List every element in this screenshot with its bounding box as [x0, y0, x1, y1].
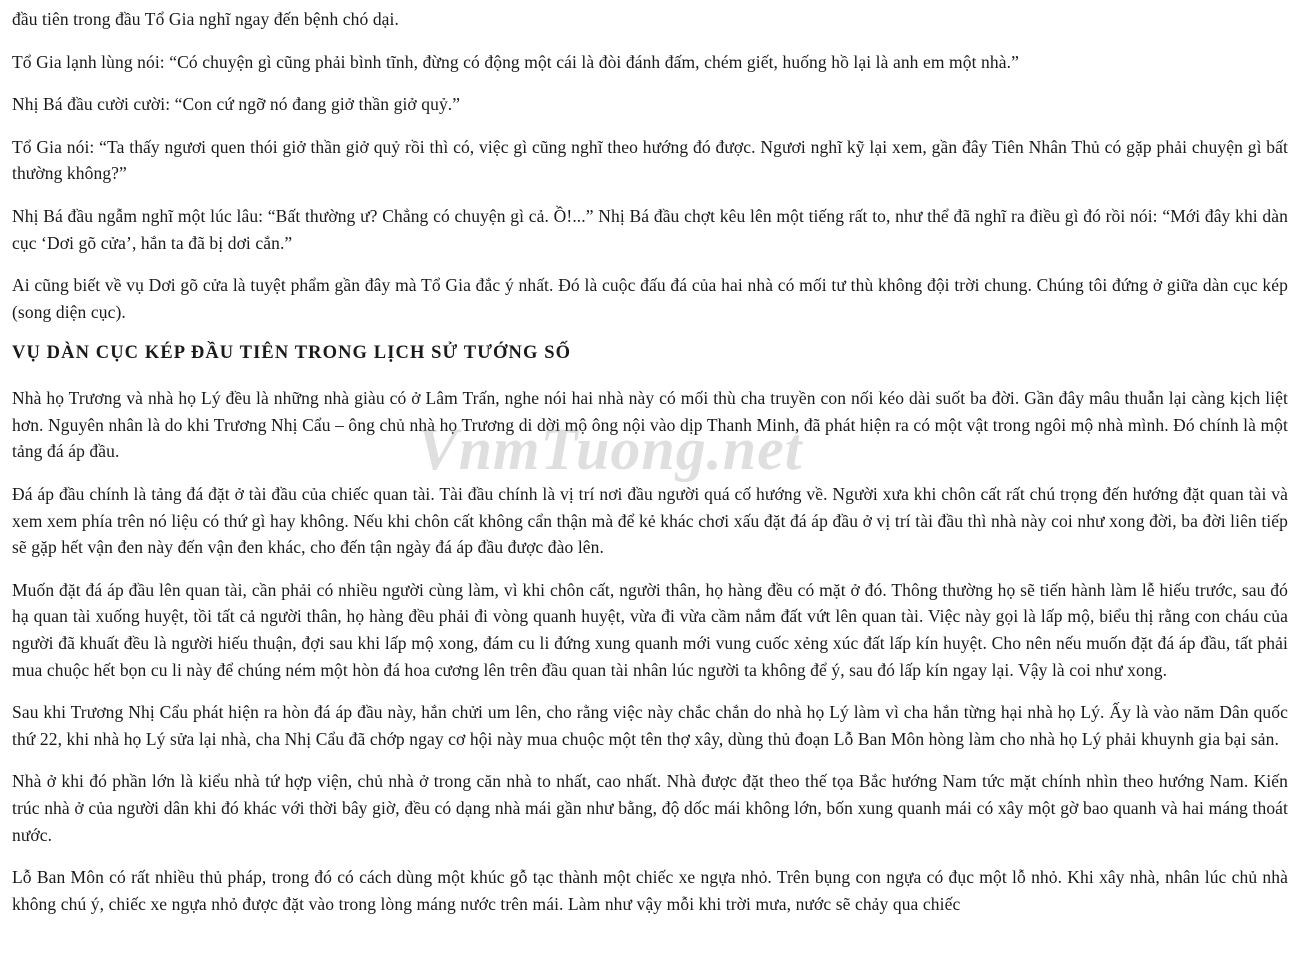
- paragraph: đầu tiên trong đầu Tổ Gia nghĩ ngay đến bệnh chó dại.: [12, 9, 399, 29]
- section-heading: VỤ DÀN CỤC KÉP ĐẦU TIÊN TRONG LỊCH SỬ TƯỚNG SỐ: [12, 343, 572, 364]
- paragraph: Nhà ở khi đó phần lớn là kiểu nhà tứ hợp viện, chủ nhà ở trong căn nhà to nhất, cao nhất. Nhà được đặt theo thế tọa Bắc hướng Nam tức mặt chính nhìn theo hướng Nam. Kiến trúc nhà ở của người dân khi đó khác với thời bây giờ, đều có dạng nhà mái gần như bằng, độ dốc mái không lớn, bốn xung quanh mái có xây một gờ bao quanh và hai máng thoát nước.: [12, 771, 1288, 845]
- paragraph: Đá áp đầu chính là tảng đá đặt ở tài đầu của chiếc quan tài. Tài đầu chính là vị trí nơi đầu người quá cố hướng về. Người xưa khi chôn cất rất chú trọng đến hướng đặt quan tài và xem xem phía trên nó liệu có thứ gì hay không. Nếu khi chôn cất không cẩn thận mà để kẻ khác chơi xấu đặt đá áp đầu ở vị trí tài đầu thì nhà này coi như xong đời, ba đời liên tiếp sẽ gặp hết vận đen này đến vận đen khác, cho đến tận ngày đá áp đầu được đào lên.: [12, 484, 1288, 558]
- paragraph: Nhị Bá đầu ngẫm nghĩ một lúc lâu: “Bất thường ư? Chẳng có chuyện gì cả. Ồ!...” Nhị Bá đầu chợt kêu lên một tiếng rất to, như thể đã nghĩ ra điều gì đó rồi nói: “Mới đây khi dàn cục ‘Dơi gõ cửa’, hắn ta đã bị dơi cắn.”: [12, 205, 1288, 253]
- paragraph: Muốn đặt đá áp đầu lên quan tài, cần phải có nhiều người cùng làm, vì khi chôn cất, người thân, họ hàng đều có mặt ở đó. Thông thường họ sẽ tiến hành làm lễ hiếu trước, sau đó hạ quan tài xuống huyệt, tồi tất cả người thân, họ hàng đều phải đi vòng quanh huyệt, vừa đi vừa cầm nắm đất vứt lên quan tài. Việc này gọi là lấp mộ, biểu thị rằng con cháu của người đã khuất đều là người hiếu thuận, đợi sau khi lấp mộ xong, đám cu li đứng xung quanh mới vung cuốc xẻng xúc đất lấp kín huyệt. Cho nên nếu muốn đặt đá áp đầu, tất phải mua chuộc hết bọn cu li này để chúng ném một hòn đá hoa cương lên trên đầu quan tài nhân lúc người ta không để ý, sau đó lấp kín ngay lại. Vậy là coi như xong.: [12, 579, 1288, 680]
- paragraph: Nhà họ Trương và nhà họ Lý đều là những nhà giàu có ở Lâm Trấn, nghe nói hai nhà này có mối thù cha truyền con nối kéo dài suốt ba đời. Gần đây mâu thuẫn lại càng kịch liệt hơn. Nguyên nhân là do khi Trương Nhị Cẩu – ông chủ nhà họ Trương di dời mộ ông nội vào dịp Thanh Minh, đã phát hiện ra có một vật trong ngôi mộ nhà mình. Đó chính là một tảng đá áp đầu.: [12, 388, 1288, 462]
- paragraph: Tổ Gia lạnh lùng nói: “Có chuyện gì cũng phải bình tĩnh, đừng có động một cái là đòi đánh đấm, chém giết, huống hồ lại là anh em một nhà.”: [12, 51, 1019, 72]
- watermark: VnmTuong.net: [417, 416, 803, 482]
- paragraph: Sau khi Trương Nhị Cẩu phát hiện ra hòn đá áp đầu này, hắn chửi um lên, cho rằng việc này chắc chắn do nhà họ Lý làm vì cha hắn từng hại nhà họ Lý. Ấy là vào năm Dân quốc thứ 22, khi nhà họ Lý sửa lại nhà, cha Nhị Cẩu đã chớp ngay cơ hội này mua chuộc một tên thợ xây, dùng thủ đoạn Lỗ Ban Môn hòng làm cho nhà họ Lý phải khuynh gia bại sản.: [12, 702, 1288, 749]
- paragraph: Tổ Gia nói: “Ta thấy ngươi quen thói giở thần giở quỷ rồi thì có, việc gì cũng nghĩ theo hướng đó được. Ngươi nghĩ kỹ lại xem, gần đây Tiên Nhân Thủ có gặp phải chuyện gì bất thường không?”: [12, 136, 1288, 184]
- paragraph: Lỗ Ban Môn có rất nhiều thủ pháp, trong đó có cách dùng một khúc gỗ tạc thành một chiếc xe ngựa nhỏ. Trên bụng con ngựa có đục một lỗ nhỏ. Khi xây nhà, nhân lúc chủ nhà không chú ý, chiếc xe ngựa nhỏ được đặt vào trong lòng máng nước trên mái. Làm như vậy mỗi khi trời mưa, nước sẽ chảy qua chiếc: [12, 867, 1288, 914]
- document-body: [12, 6, 1288, 917]
- paragraph: Ai cũng biết về vụ Dơi gõ cửa là tuyệt phẩm gần đây mà Tổ Gia đắc ý nhất. Đó là cuộc đấu đá của hai nhà có mối tư thù không đội trời chung. Chúng tôi đứng ở giữa dàn cục kép (song diện cục).: [12, 275, 1288, 322]
- paragraph: Nhị Bá đầu cười cười: “Con cứ ngỡ nó đang giở thần giở quỷ.”: [12, 94, 461, 115]
